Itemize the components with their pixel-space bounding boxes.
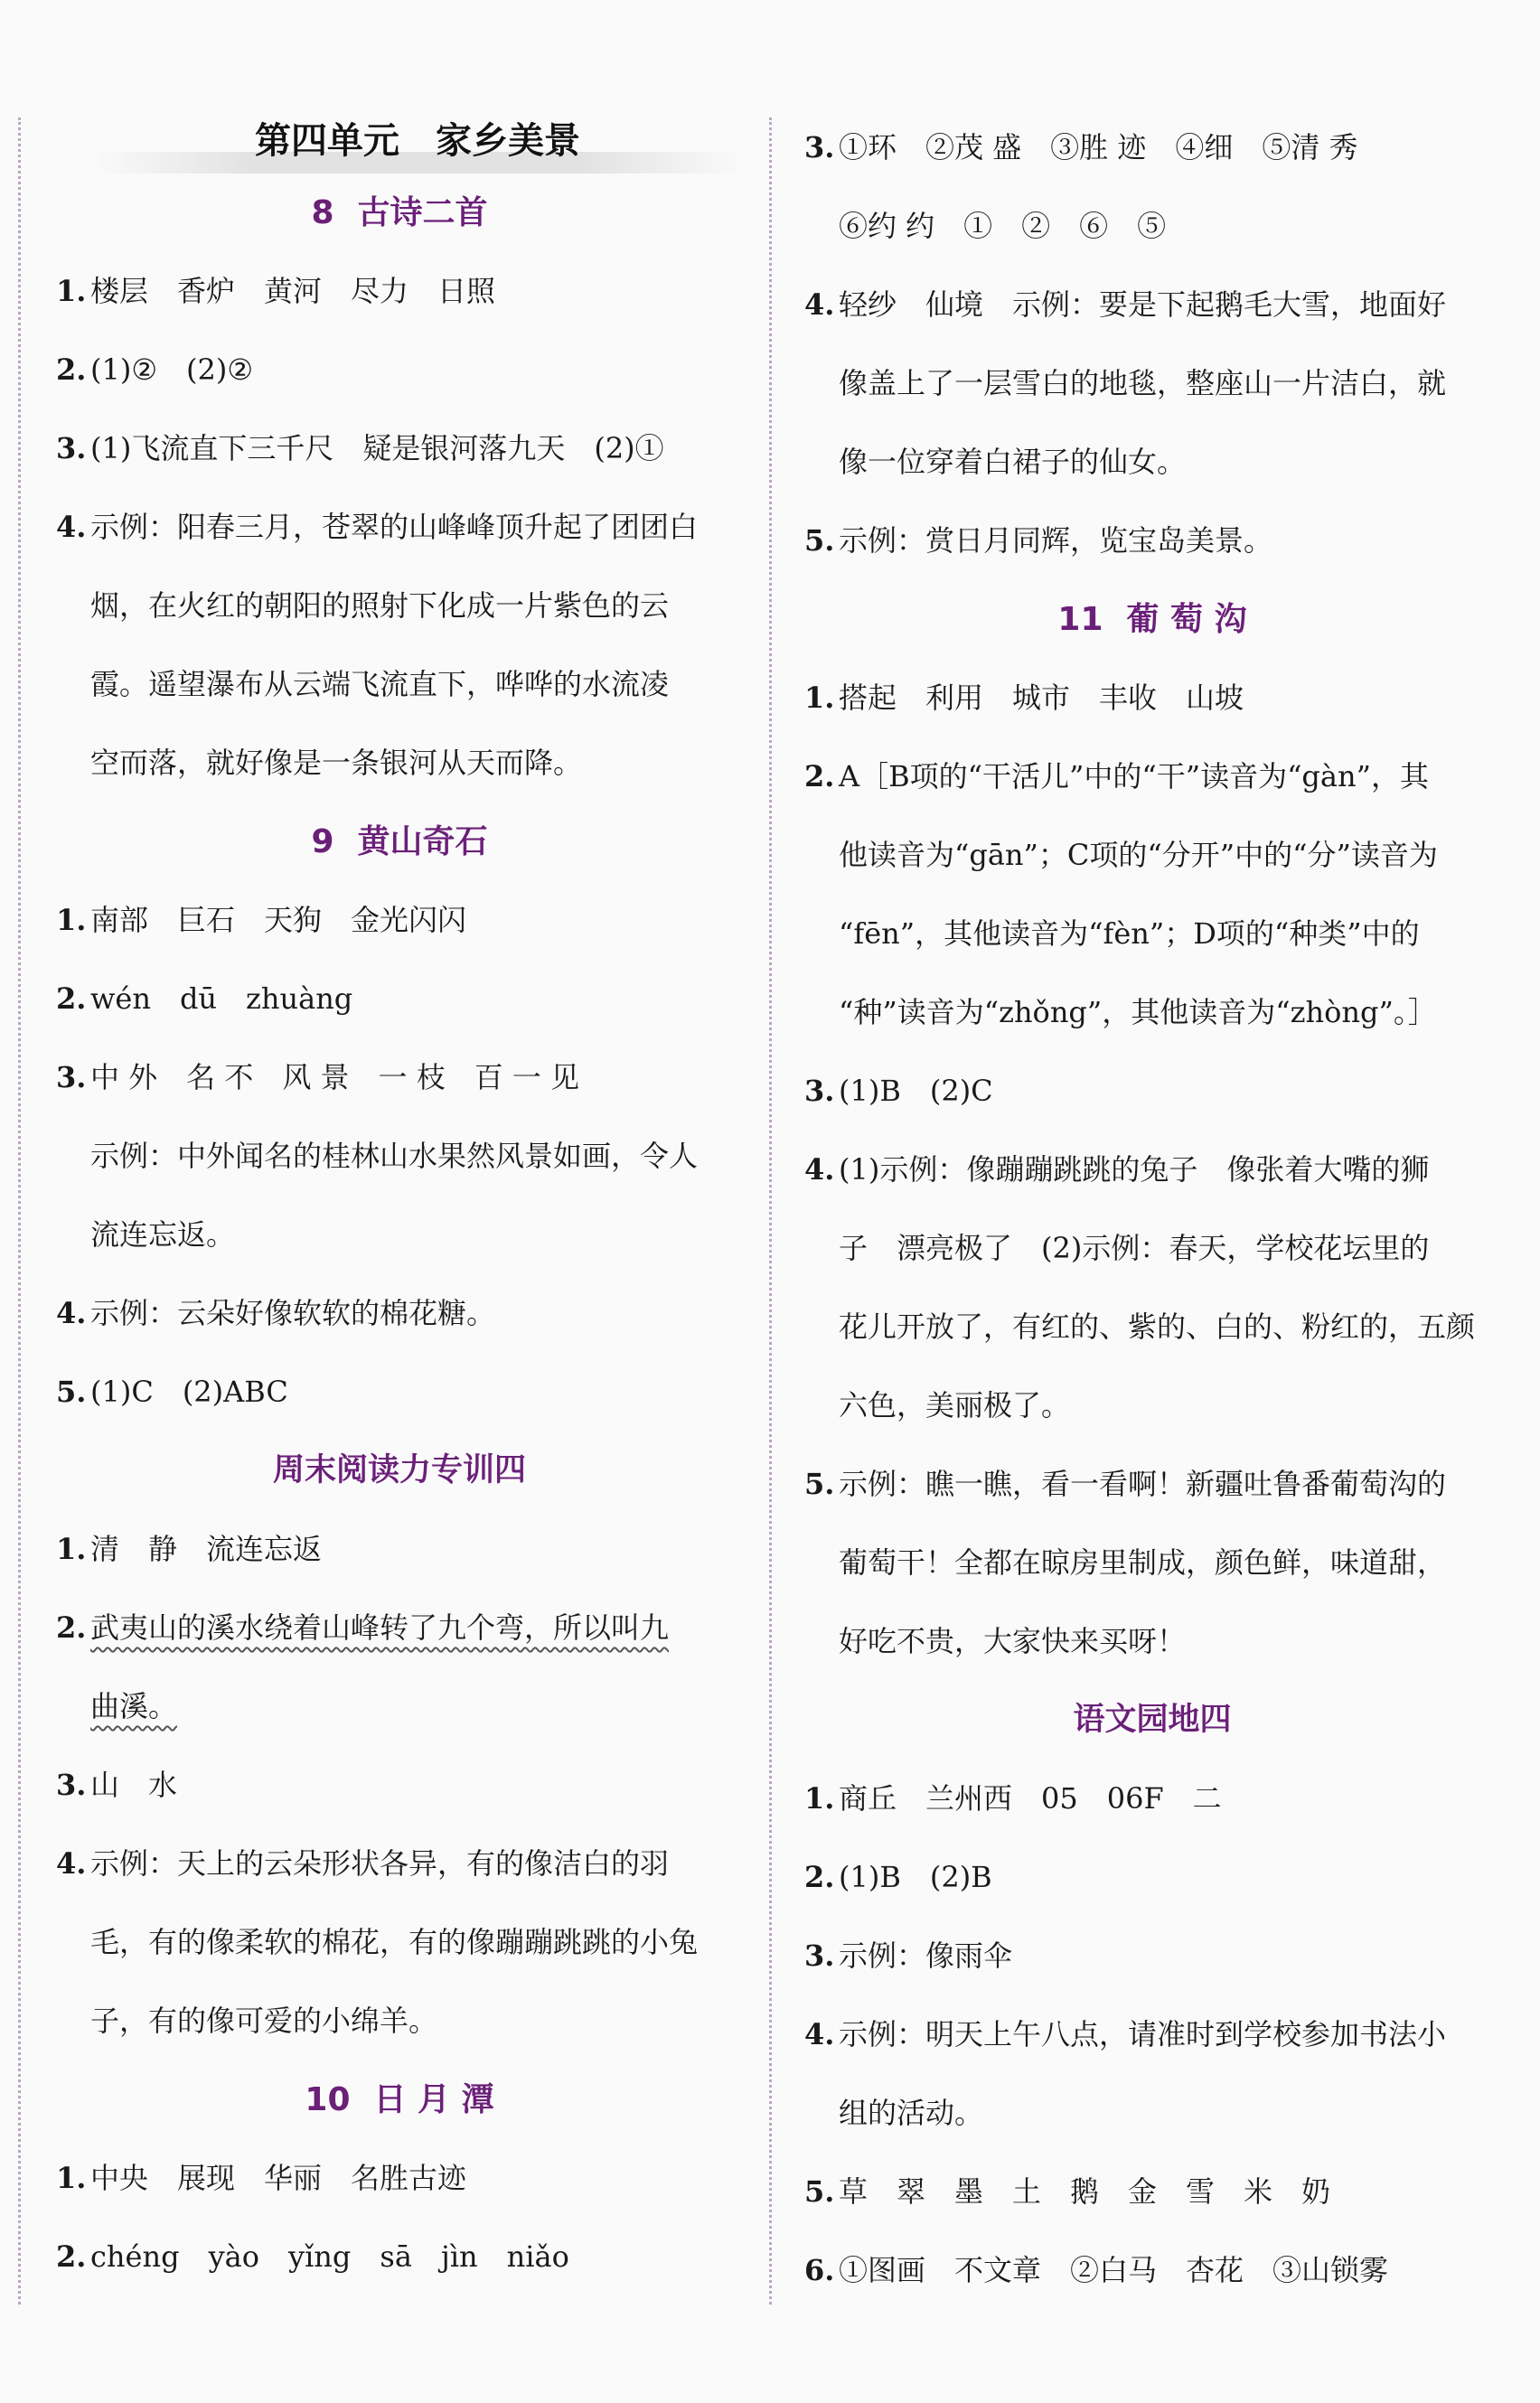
answer-text: ①图画 不文章 ②白马 杏花 ③山锁雾 [839, 2253, 1389, 2287]
section-title [56, 2060, 743, 2139]
answer-continuation [804, 895, 1500, 973]
answer-item [56, 960, 743, 1038]
answer-item [56, 1746, 743, 1825]
question-number: 1. [804, 681, 835, 715]
answer-item [804, 1995, 1500, 2074]
answer-continuation [804, 423, 1500, 502]
answer-continuation [804, 816, 1500, 895]
section-title [804, 580, 1500, 659]
question-number: 2. [56, 981, 87, 1016]
answer-continuation [56, 1903, 743, 1982]
answer-item [56, 331, 743, 409]
answer-text: (1)② (2)② [90, 352, 254, 387]
answer-text: 草 翠 墨 土 鹅 金 雪 米 奶 [839, 2174, 1331, 2209]
answer-item [804, 108, 1500, 187]
answer-text: 示例：像雨伞 [839, 1938, 1013, 1973]
answer-continuation [804, 2074, 1500, 2153]
question-number: 5. [804, 1467, 835, 1501]
answer-text: (1)B (2)B [839, 1860, 992, 1894]
answer-continuation [804, 1288, 1500, 1366]
answer-text: (1)B (2)C [839, 1074, 993, 1108]
lesson-number: 11 [1057, 601, 1103, 638]
answer-text: 楼层 香炉 黄河 尽力 日照 [90, 274, 496, 308]
answer-item [804, 737, 1500, 816]
lesson-title: 黄山奇石 [357, 823, 488, 860]
answer-item [56, 881, 743, 960]
lesson-title: 语文园地四 [1073, 1702, 1232, 1738]
question-number: 4. [804, 1152, 835, 1187]
answer-item [804, 2153, 1500, 2231]
answer-item [56, 1589, 743, 1667]
answer-item [56, 1038, 743, 1117]
lesson-number: 8 [311, 194, 334, 231]
question-number: 2. [804, 1860, 835, 1894]
left-column [56, 108, 743, 2296]
answer-text: 六色，美丽极了。 [839, 1388, 1071, 1422]
section-title [804, 1681, 1500, 1760]
answer-item [804, 1917, 1500, 1995]
question-number: 4. [56, 510, 87, 544]
answer-continuation [804, 1366, 1500, 1445]
lesson-title: 古诗二首 [357, 194, 488, 231]
question-number: 4. [56, 1296, 87, 1330]
answer-item [56, 1510, 743, 1589]
answer-text: wén dū zhuàng [90, 981, 353, 1016]
question-number: 4. [56, 1846, 87, 1881]
answer-continuation [56, 1196, 743, 1274]
answer-item [804, 659, 1500, 737]
section-title [56, 174, 743, 252]
question-number: 2. [804, 759, 835, 793]
answer-item [56, 1274, 743, 1353]
answer-text: 子，有的像可爱的小绵羊。 [90, 2004, 438, 2038]
question-number: 3. [56, 1060, 87, 1094]
answer-item [804, 1052, 1500, 1131]
answer-continuation [804, 973, 1500, 1052]
answer-text: 葡萄干！全都在晾房里制成，颜色鲜，味道甜， [839, 1545, 1447, 1580]
answer-continuation [804, 344, 1500, 423]
answer-item [804, 1838, 1500, 1917]
lesson-title: 日 月 潭 [373, 2081, 494, 2118]
answer-continuation [56, 1667, 743, 1746]
question-number: 2. [56, 2239, 87, 2274]
column-divider-dotted-line [769, 117, 772, 2304]
question-number: 3. [804, 1074, 835, 1108]
answer-item [56, 1353, 743, 1431]
answer-continuation [804, 1602, 1500, 1681]
answer-text: 他读音为“gān”；C项的“分开”中的“分”读音为 [839, 838, 1438, 872]
question-number: 5. [804, 2174, 835, 2209]
answer-item [56, 2218, 743, 2296]
left-margin-dotted-line [18, 117, 21, 2304]
answer-text: A［B项的“干活儿”中的“干”读音为“gàn”，其 [839, 759, 1429, 793]
lesson-number: 10 [305, 2081, 351, 2118]
answer-continuation [804, 1209, 1500, 1288]
answer-item [804, 502, 1500, 580]
question-number: 5. [56, 1375, 87, 1409]
answer-item [56, 252, 743, 331]
answer-item [804, 1131, 1500, 1209]
lesson-title: 周末阅读力专训四 [272, 1452, 526, 1488]
answer-continuation [56, 567, 743, 645]
answer-text: 烟，在火红的朝阳的照射下化成一片紫色的云 [90, 588, 670, 623]
answer-text: 空而落，就好像是一条银河从天而降。 [90, 746, 583, 780]
answer-text: ①环 ②茂 盛 ③胜 迹 ④细 ⑤清 秀 [839, 130, 1358, 164]
question-number: 1. [804, 1781, 835, 1816]
answer-text: 商丘 兰州西 05 06F 二 [839, 1781, 1222, 1816]
unit-title: 第四单元 家乡美景 [92, 108, 743, 174]
answer-text: 示例：天上的云朵形状各异，有的像洁白的羽 [90, 1846, 670, 1881]
question-number: 1. [56, 903, 87, 937]
question-number: 3. [804, 130, 835, 164]
answer-text: 山 水 [90, 1768, 178, 1802]
answer-text: 中 外 名 不 风 景 一 枝 百 一 见 [90, 1060, 580, 1094]
answer-text: chéng yào yǐng sā jìn niǎo [90, 2239, 569, 2274]
question-number: 6. [804, 2253, 835, 2287]
question-number: 2. [56, 352, 87, 387]
answer-text: 流连忘返。 [90, 1217, 236, 1252]
answer-text: (1)示例：像蹦蹦跳跳的兔子 像张着大嘴的狮 [839, 1152, 1430, 1187]
question-number: 5. [804, 523, 835, 558]
answer-text: 中央 展现 华丽 名胜古迹 [90, 2161, 467, 2195]
right-column [804, 108, 1500, 2310]
answer-continuation [56, 1117, 743, 1196]
answer-continuation [56, 1982, 743, 2060]
answer-text: 子 漂亮极了 (2)示例：春天，学校花坛里的 [839, 1231, 1430, 1265]
answer-continuation [804, 1524, 1500, 1602]
question-number: 2. [56, 1610, 87, 1645]
answer-text: 花儿开放了，有红的、紫的、白的、粉红的，五颜 [839, 1309, 1476, 1344]
answer-text: 武夷山的溪水绕着山峰转了九个弯，所以叫九 [90, 1610, 670, 1645]
answer-text: “fēn”，其他读音为“fèn”；D项的“种类”中的 [839, 916, 1420, 951]
answer-text: 组的活动。 [839, 2096, 984, 2130]
question-number: 4. [804, 2017, 835, 2051]
answer-text: 示例：赏日月同辉，览宝岛美景。 [839, 523, 1273, 558]
answer-item [804, 266, 1500, 344]
answer-text: (1)飞流直下三千尺 疑是银河落九天 (2)① [90, 431, 664, 465]
question-number: 4. [804, 287, 835, 322]
answer-text: 南部 巨石 天狗 金光闪闪 [90, 903, 467, 937]
answer-text: 轻纱 仙境 示例：要是下起鹅毛大雪，地面好 [839, 287, 1447, 322]
answer-continuation [804, 187, 1500, 266]
section-title [56, 803, 743, 881]
answer-item [56, 2139, 743, 2218]
answer-text: 好吃不贵，大家快来买呀！ [839, 1624, 1187, 1658]
question-number: 1. [56, 1532, 87, 1566]
answer-text: 示例：中外闻名的桂林山水果然风景如画，令人 [90, 1139, 699, 1173]
answer-text: 示例：明天上午八点，请准时到学校参加书法小 [839, 2017, 1447, 2051]
section-title [56, 1431, 743, 1510]
answer-item [804, 2231, 1500, 2310]
answer-text: 像盖上了一层雪白的地毯，整座山一片洁白，就 [839, 366, 1447, 400]
answer-item [56, 409, 743, 488]
answer-text: 像一位穿着白裙子的仙女。 [839, 445, 1187, 479]
lesson-title: 葡 萄 沟 [1126, 601, 1247, 638]
answer-text: “种”读音为“zhǒng”，其他读音为“zhòng”。］ [839, 995, 1437, 1029]
answer-item [56, 1825, 743, 1903]
answer-continuation [56, 645, 743, 724]
answer-text: 毛，有的像柔软的棉花，有的像蹦蹦跳跳的小兔 [90, 1925, 699, 1959]
answer-continuation [56, 724, 743, 803]
answer-text: 霞。遥望瀑布从云端飞流直下，哗哗的水流凌 [90, 667, 670, 701]
question-number: 3. [56, 431, 87, 465]
lesson-number: 9 [311, 823, 334, 860]
answer-item [804, 1760, 1500, 1838]
answer-item [56, 488, 743, 567]
answer-text: 示例：阳春三月，苍翠的山峰峰顶升起了团团白 [90, 510, 699, 544]
answer-text: 示例：瞧一瞧，看一看啊！新疆吐鲁番葡萄沟的 [839, 1467, 1447, 1501]
answer-text: 示例：云朵好像软软的棉花糖。 [90, 1296, 496, 1330]
answer-text: (1)C (2)ABC [90, 1375, 288, 1409]
answer-text: 搭起 利用 城市 丰收 山坡 [839, 681, 1244, 715]
question-number: 1. [56, 274, 87, 308]
answer-item [804, 1445, 1500, 1524]
answer-text: 清 静 流连忘返 [90, 1532, 323, 1566]
question-number: 3. [56, 1768, 87, 1802]
answer-text: 曲溪。 [90, 1689, 178, 1723]
question-number: 3. [804, 1938, 835, 1973]
question-number: 1. [56, 2161, 87, 2195]
answer-text: ⑥约 约 ① ② ⑥ ⑤ [839, 209, 1167, 243]
